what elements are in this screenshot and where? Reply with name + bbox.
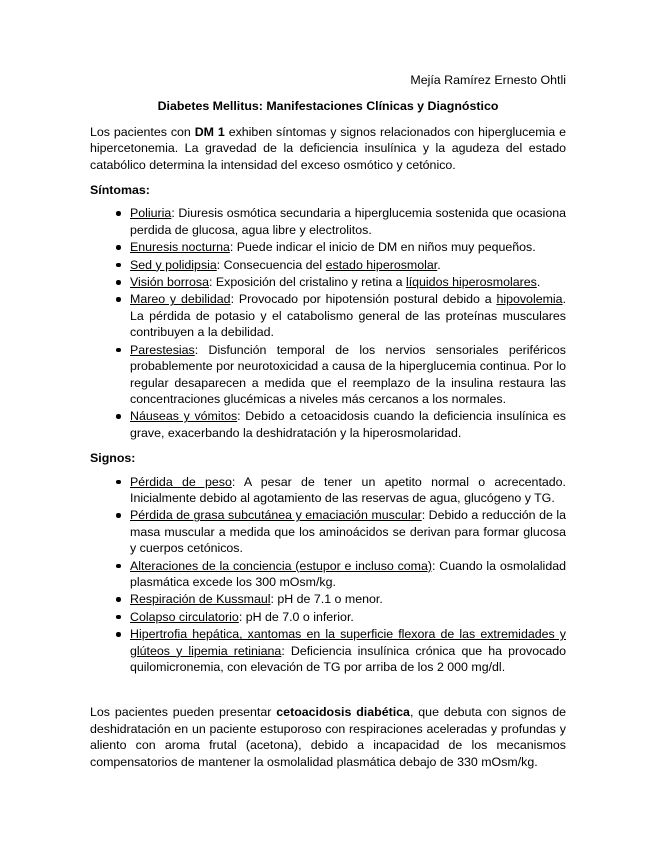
item-term: Visión borrosa (130, 275, 209, 290)
list-item (90, 291, 566, 340)
intro-post: exhiben síntomas y signos relacionados con hiperglucemia e hipercetonemia. La gravedad de la deficiencia insulínica y la agudeza del estado catabólico determina la intensidad del exceso osmótico y cetónico. (90, 124, 566, 172)
list-item (90, 205, 566, 238)
signs-list (90, 474, 566, 676)
symptoms-heading: Síntomas: (90, 183, 150, 198)
item-term: Pérdida de peso (130, 474, 232, 489)
item-text: : Puede indicar el inicio de DM en niños muy pequeños. (229, 240, 536, 255)
item-text: : Consecuencia del (216, 257, 326, 272)
closing-pre: Los pacientes pueden presentar (90, 705, 277, 720)
item-term: Poliuria (130, 206, 172, 221)
list-item (90, 626, 566, 675)
item-text: : Debido a reducción de la masa muscular a medida que los aminoácidos se derivan para formar glucosa y cuerpos cetónicos. (130, 508, 566, 556)
item-link: estado hiperosmolar (325, 257, 438, 272)
item-text: : pH de 7.1 o menor. (270, 592, 383, 607)
item-term: Parestesias (130, 342, 195, 357)
intro-bold: DM 1 (194, 124, 225, 139)
item-term: Colapso circulatorio (130, 609, 239, 624)
list-item (90, 408, 566, 441)
item-term: Pérdida de grasa subcutánea y emaciación muscular (130, 508, 422, 523)
item-text: : Cuando la osmolalidad plasmática excede los 300 mOsm/kg. (130, 558, 566, 589)
item-link: líquidos hiperosmolares (405, 275, 537, 290)
item-term: Enuresis nocturna (130, 240, 230, 255)
closing-paragraph (90, 704, 566, 770)
item-term: Mareo y debilidad (130, 292, 231, 307)
intro-paragraph (90, 124, 566, 173)
author-name: Mejía Ramírez Ernesto Ohtli (410, 73, 566, 87)
item-text: : Debido a cetoacidosis cuando la deficiencia insulínica es grave, exacerbando la deshidratación y la hiperosmolaridad. (130, 409, 566, 440)
list-item (90, 591, 566, 607)
signs-heading: Signos: (90, 451, 136, 466)
list-item (90, 609, 566, 625)
list-item (90, 257, 566, 273)
page-title: Diabetes Mellitus: Manifestaciones Clínicas y Diagnóstico (157, 99, 499, 114)
closing-post: , que debuta con signos de deshidratación en un paciente estuporoso con respiraciones aceleradas y profundas y aliento con aroma frutal (acetona), debido a incapacidad de los mecanismos compensatorios de mantener la osmolalidad plasmática debajo de 330 mOsm/kg. (90, 705, 566, 769)
item-term: Náuseas y vómitos (130, 409, 238, 424)
item-text: : Deficiencia insulínica crónica que ha provocado quilomicronemia, con elevación de TG por arriba de los 2 000 mg/dl. (130, 643, 567, 674)
item-text: : A pesar de tener un apetito normal o acrecentado. Inicialmente debido al agotamiento de las reservas de agua, glucógeno y TG. (130, 474, 566, 505)
item-text: : Provocado por hipotensión postural debido a (230, 292, 497, 307)
closing-bold: cetoacidosis diabética (276, 705, 410, 720)
item-term: Hipertrofia hepática, xantomas en la superficie flexora de las extremidades y glúteos y lipemia retiniana (130, 627, 566, 658)
list-item (90, 342, 566, 408)
list-item (90, 558, 566, 591)
intro-pre: Los pacientes con (90, 124, 195, 139)
item-text: : Disfunción temporal de los nervios sensoriales periféricos probablemente por neurotoxicidad a causa de la hiperglucemia continua. Por lo regular desaparecen a medida que el reemplazo de la insulina restaura las concentraciones glucémicas a niveles más cercanos a los normales. (130, 342, 566, 406)
item-tail: . (536, 275, 541, 290)
item-tail: . La pérdida de potasio y el catabolismo general de las proteínas musculares contribuyen a la debilidad. (130, 292, 567, 340)
list-item (90, 474, 566, 507)
symptoms-list (90, 205, 566, 441)
list-item (90, 274, 566, 290)
spacer (90, 684, 566, 704)
item-link: hipovolemia (496, 292, 563, 307)
item-text: : Exposición del cristalino y retina a (208, 275, 406, 290)
item-term: Alteraciones de la conciencia (estupor e incluso coma) (130, 558, 433, 573)
list-item (90, 507, 566, 556)
item-text: : Diuresis osmótica secundaria a hiperglucemia sostenida que ocasiona perdida de glucosa, agua libre y electrolitos. (130, 206, 566, 237)
item-term: Respiración de Kussmaul (130, 592, 271, 607)
item-term: Sed y polidipsia (130, 257, 217, 272)
document-page (90, 72, 566, 779)
list-item (90, 239, 566, 255)
item-tail: . (437, 257, 441, 272)
item-text: : pH de 7.0 o inferior. (238, 609, 354, 624)
